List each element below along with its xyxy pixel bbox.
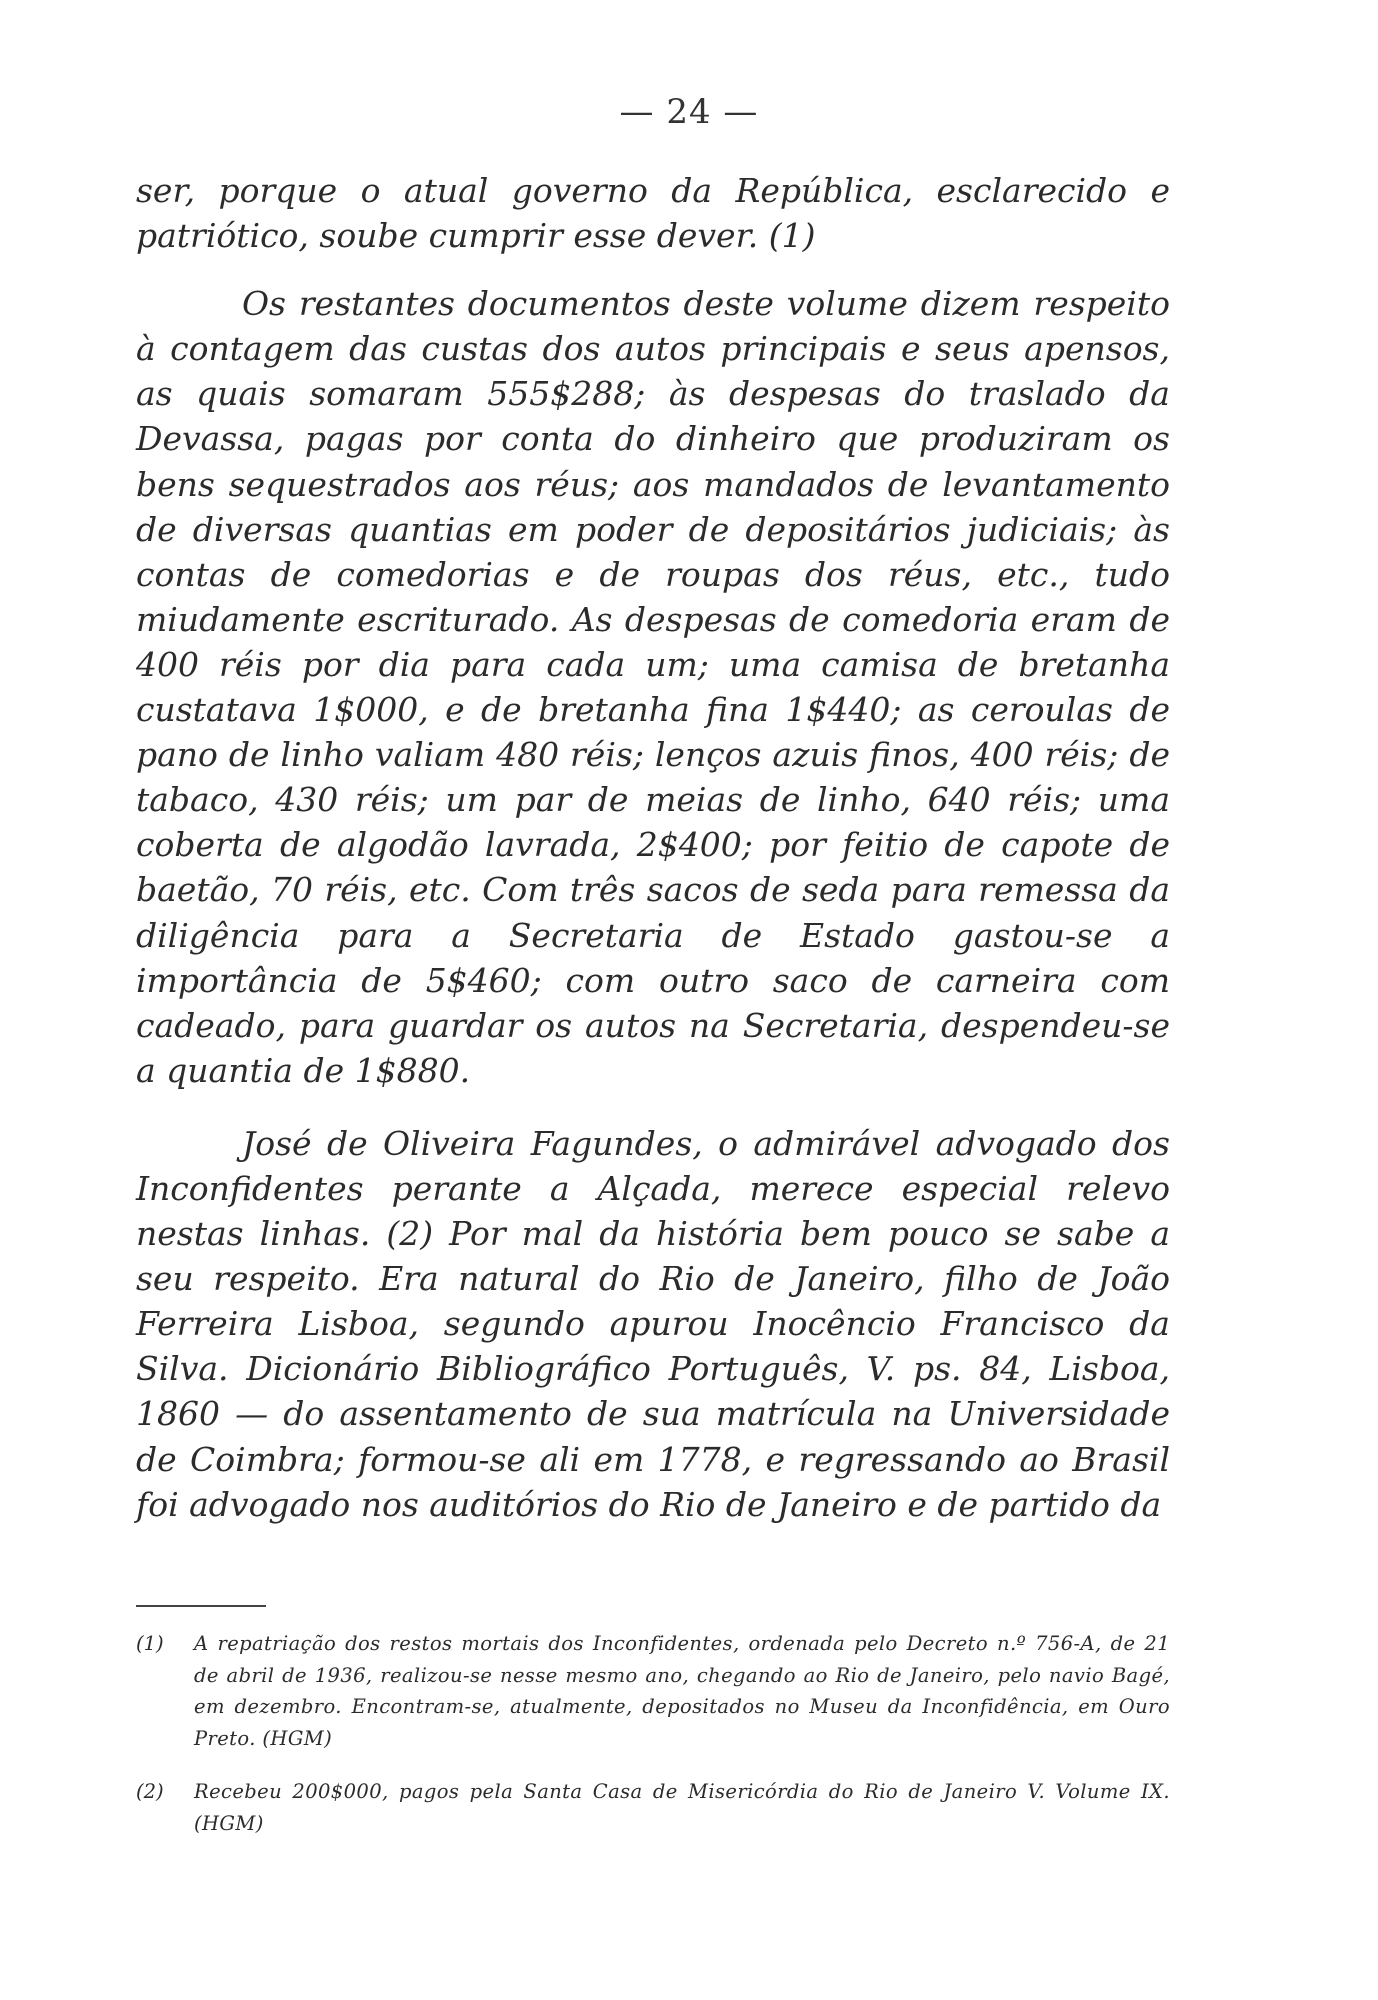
footnote-2-mark: (2) — [136, 1780, 164, 1803]
paragraph-3: José de Oliveira Fagundes, o admirável advogado dos Inconfidentes perante a Alçada, merece especial relevo nestas linhas. (2) Por mal da história bem pouco se sabe a seu respeito. Era natural do Rio de Janeiro, filho de João Ferreira Lisboa, segundo apurou Inocêncio Francisco da Silva. Dicionário Bibliográfico Português, V. ps. 84, Lisboa, 1860 — do assentamento de sua matrícula na Universidade de Coimbra; formou-se ali em 1778, e regressando ao Brasil foi advogado nos auditórios do Rio de Janeiro e de partido da — [136, 1123, 1170, 1524]
footnote-2-text: Recebeu 200$000, pagos pela Santa Casa de Misericórdia do Rio de Janeiro V. Volume IX. (HGM) — [194, 1780, 1170, 1835]
paragraph-2: Os restantes documentos deste volume dizem respeito à contagem das custas dos autos principais e seus apensos, as quais somaram 555$288; às despesas do traslado da Devassa, pagas por conta do dinheiro que produziram os bens sequestrados aos réus; aos mandados de levantamento de diversas quantias em poder de depositários judiciais; às contas de comedorias e de roupas dos réus, etc., tudo miudamente escriturado. As despesas de comedoria eram de 400 réis por dia para cada um; uma camisa de bretanha custatava 1$000, e de bretanha fina 1$440; as ceroulas de pano de linho valiam 480 réis; lenços azuis finos, 400 réis; de tabaco, 430 réis; um par de meias de linho, 640 réis; uma coberta de algodão lavrada, 2$400; por feitio de capote de baetão, 70 réis, etc. Com três sacos de seda para remessa da diligência para a Secretaria de Estado gastou-se a importância de 5$460; com outro saco de carneira com cadeado, para guardar os autos na Secretaria, despendeu-se a quantia de 1$880. — [136, 284, 1170, 1090]
paragraph-1: ser, porque o atual governo da República, esclarecido e patriótico, soube cumprir esse dever. (1) — [136, 171, 1170, 256]
footnote-2 — [136, 1776, 1170, 1839]
footnote-1-mark: (1) — [136, 1632, 164, 1655]
footnote-1-text: A repatriação dos restos mortais dos Inconfidentes, ordenada pelo Decreto n.º 756-A, de 21 de abril de 1936, realizou-se nesse mesmo ano, chegando ao Rio de Janeiro, pelo navio Bagé, em dezembro. Encontram-se, atualmente, depositados no Museu da Inconfidência, em Ouro Preto. (HGM) — [194, 1632, 1170, 1750]
page-number: — 24 — — [619, 92, 759, 132]
footnote-1 — [136, 1628, 1170, 1754]
footnote-separator — [136, 1605, 266, 1607]
body-text — [136, 168, 1170, 1527]
footnotes — [136, 1628, 1170, 1839]
